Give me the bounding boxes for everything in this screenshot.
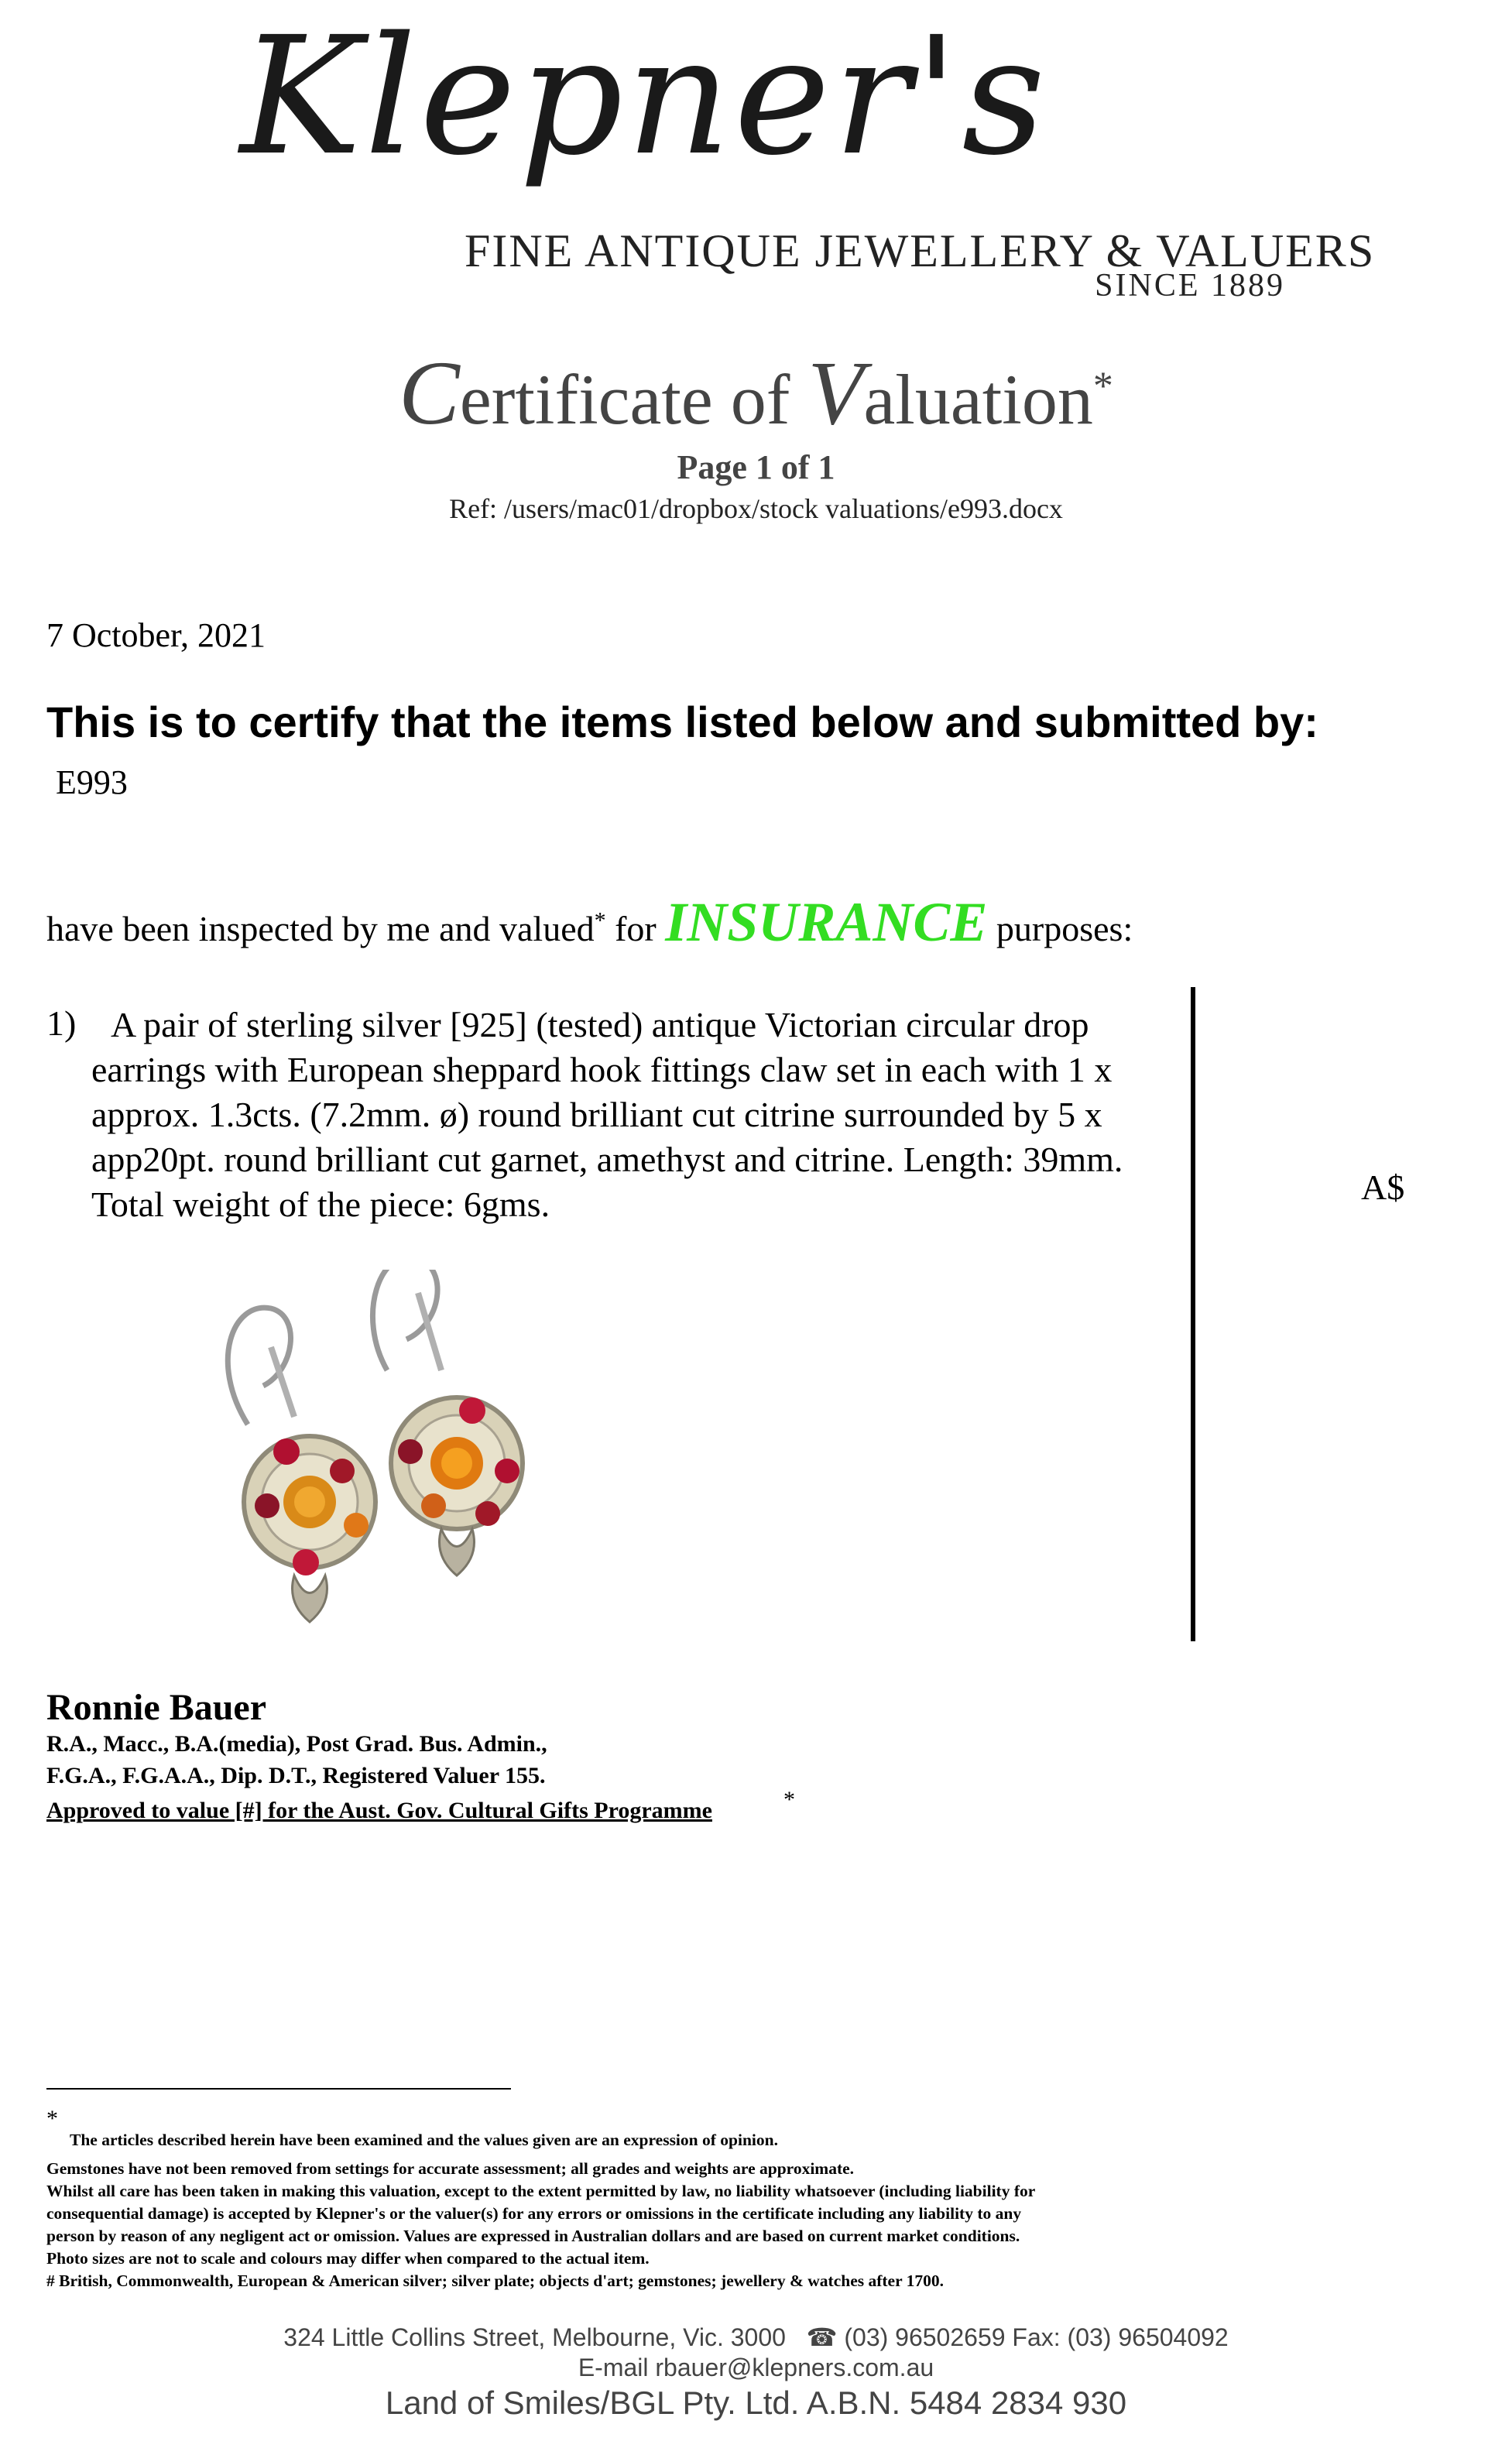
certify-statement: This is to certify that the items listed below and submitted by:: [46, 698, 1318, 746]
footnote-line: Photo sizes are not to scale and colours may differ when compared to the actual item.: [46, 2249, 650, 2268]
title-initial-v: V: [807, 342, 864, 444]
title-initial-c: C: [399, 342, 460, 444]
page-number: Page 1 of 1: [677, 448, 835, 486]
title-mid: ertificate of: [459, 360, 808, 439]
company-logo: [209, 0, 1376, 341]
footnote-disclaimer: [46, 2129, 1254, 2292]
logo-script-text: Klepner's: [240, 2, 1049, 191]
valuer-qualifications-2: F.G.A., F.G.A.A., Dip. D.T., Registered Valuer 155.: [46, 1763, 546, 1788]
footer-company: Land of Smiles/BGL Pty. Ltd. A.B.N. 5484 2834 930: [385, 2385, 1127, 2421]
valuer-name: Ronnie Bauer: [46, 1687, 267, 1728]
footer-address: [0, 2323, 1512, 2352]
submitter-id: E993: [56, 763, 128, 801]
inspected-text: have been inspected by me and valued: [46, 909, 595, 948]
address-text: 324 Little Collins Street, Melbourne, Vic. 3000: [283, 2323, 786, 2351]
earring-left: [228, 1308, 375, 1622]
inspected-for: for: [605, 909, 666, 948]
inspected-asterisk: *: [594, 907, 606, 934]
approval-statement: Approved to value [#] for the Aust. Gov. Cultural Gifts Programme: [46, 1798, 712, 1823]
currency-label: A$: [1361, 1167, 1405, 1207]
valuer-qualifications-1: R.A., Macc., B.A.(media), Post Grad. Bus. Admin.,: [46, 1731, 547, 1757]
value-column-divider: [1191, 987, 1195, 1641]
certificate-title: [0, 341, 1512, 446]
earrings-photo: [108, 1270, 588, 1634]
footnote-line: Gemstones have not been removed from settings for accurate assessment; all grades and weights are approximate.: [46, 2159, 855, 2178]
footnote-line: person by reason of any negligent act or omission. Values are expressed in Australian dollars and are based on current market conditions.: [46, 2227, 1020, 2245]
logo-since: SINCE 1889: [1095, 268, 1285, 303]
item-number: 1): [46, 1003, 77, 1043]
earring-right: [372, 1270, 523, 1575]
title-end: aluation: [863, 360, 1093, 439]
title-asterisk: *: [1092, 364, 1113, 409]
footnote-rule: [46, 2088, 511, 2090]
phone-icon: ☎: [806, 2323, 838, 2351]
footnote-line: The articles described herein have been examined and the values given are an expression of opinion.: [70, 2131, 778, 2149]
item-description: A pair of sterling silver [925] (tested) antique Victorian circular drop earrings with European sheppard hook fittings claw set in each with 1 x approx. 1.3cts. (7.2mm. ø) round brilliant cut citrine surrounded by 5 x app20pt. round brilliant cut garnet, amethyst and citrine. Length: 39mm. Total weight of the piece: 6gms.: [91, 1005, 1123, 1224]
inspection-statement: [46, 890, 1133, 955]
footnote-line: consequential damage) is accepted by Klepner's or the valuer(s) for any errors or omissions in the certificate including any liability to any: [46, 2204, 1022, 2223]
footnote-asterisk: *: [46, 2106, 58, 2131]
reference-path: Ref: /users/mac01/dropbox/stock valuations/e993.docx: [449, 493, 1063, 524]
inspected-purposes: purposes:: [987, 909, 1133, 948]
certificate-date: 7 October, 2021: [46, 616, 266, 654]
footer-email: E-mail rbauer@klepners.com.au: [578, 2354, 934, 2381]
approval-asterisk: *: [783, 1787, 795, 1812]
insurance-label: INSURANCE: [665, 891, 988, 953]
footnote-line: Whilst all care has been taken in making this valuation, except to the extent permitted by law, no liability whatsoever (including liability for: [46, 2182, 1036, 2200]
footnote-line: # British, Commonwealth, European & American silver; silver plate; objects d'art; gemstones; jewellery & watches after 1700.: [46, 2271, 944, 2290]
logo-tagline: FINE ANTIQUE JEWELLERY & VALUERS: [465, 225, 1376, 276]
phone-fax: (03) 96502659 Fax: (03) 96504092: [837, 2323, 1229, 2351]
